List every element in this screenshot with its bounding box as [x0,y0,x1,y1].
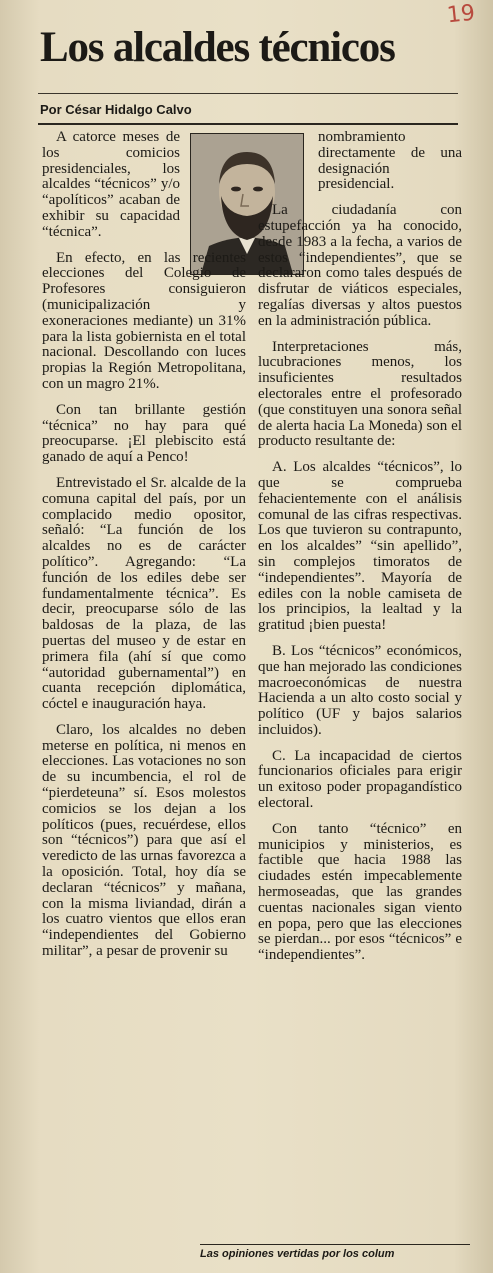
handwritten-page-number: 19 [445,0,477,29]
paragraph: Entrevistado el Sr. alcalde de la comuna capital del país, por un complacido medio opositor, señaló: “La función de los alcaldes no es de carácter político”. Agregando: “La función de los ediles debe ser fundamentalmente técnica”. Es decir, preocuparse sólo de las baldosas de la plaza, de las puertas del museo y de estar en primera fila (ahí sí que como “autoridad gubernamental”) en cuanta recepción diplomática, cóctel e inauguración haya. [42,474,246,713]
paragraph: A. Los alcaldes “técnicos”, lo que se comprueba fehacientemente con el análisis comunal de las cifras respectivas. Los que tuvieron su contrapunto, en los alcaldes” “sin apellido”, sin complejos timoratos de “independientes”. Mayoría de ediles con la noble camiseta de los principios, la lealtad y la gratitud ¡bien puesta! [258,459,462,634]
paragraph: Con tanto “técnico” en municipios y ministerios, es factible que hacia 1988 las ciudades estén impecablemente hermoseadas, que las grandes cuentas nacionales sigan viento en popa, pero que las elecciones se pierdan... por esos “técnicos” e “independientes”. [258,820,462,964]
paragraph: B. Los “técnicos” económicos, que han mejorado las condiciones macroeconómicas de nuestra Hacienda a un alto costo social y político (UF y bajos salarios incluidos). [258,642,462,738]
article-column-left [42,130,246,970]
paragraph: En efecto, en las recientes elecciones del Colegio de Profesores consiguieron (municipalización y exoneraciones mediante) un 31% para la lista gobiernista en el total nacional. Descollando con luces propias la Región Metropolitana, con un magro 21%. [42,249,246,392]
paragraph: nombramiento directamente de una designación presidencial. [318,129,462,193]
headline-rule [38,93,458,94]
paragraph: C. La incapacidad de ciertos funcionarios oficiales para erigir un exitoso poder propagandístico electoral. [258,747,462,812]
paragraph: Con tan brillante gestión “técnica” no hay para qué preocuparse. ¡El plebiscito está ganado de aquí a Penco! [42,401,246,466]
paragraph: Interpretaciones más, lucubraciones menos, los insuficientes resultados electorales entre el profesorado (que constituyen una sonora señal de alerta hacia La Moneda) son el producto resultante de: [258,338,462,450]
paragraph: La ciudadanía con estupefacción ya ha conocido, desde 1983 a la fecha, a varios de estos “independientes”, que se declararon como tales después de disfrutar de viáticos especiales, regalías diversas y altos puestos en la administración pública. [258,202,462,329]
byline-rule [38,123,458,125]
footer-rule [200,1244,470,1245]
article-headline: Los alcaldes técnicos [40,24,395,71]
paragraph: A catorce meses de los comicios presidenciales, los alcaldes “técnicos” y/o “apolíticos” acaban de exhibir su capacidad “técnica”. [42,129,180,240]
paragraph: Claro, los alcaldes no deben meterse en política, ni menos en elecciones. Las votaciones no son de su incumbencia, el rol de “pierdeteuna” sí. Esos molestos comicios se los dejan a los políticos (pues, recuérdese, ellos son “técnicos”) para que así el veredicto de las urnas favorezca a la oposición. Total, hoy día se declaran “técnicos” y mañana, con la misma liviandad, dirán a los cuatro vientos que ellos eran “independientes del Gobierno militar”, a pesar de provenir su [42,721,246,960]
article-column-right [258,130,462,974]
article-byline: Por César Hidalgo Calvo [40,102,192,117]
disclaimer-footer: Las opiniones vertidas por los colum [200,1248,395,1260]
